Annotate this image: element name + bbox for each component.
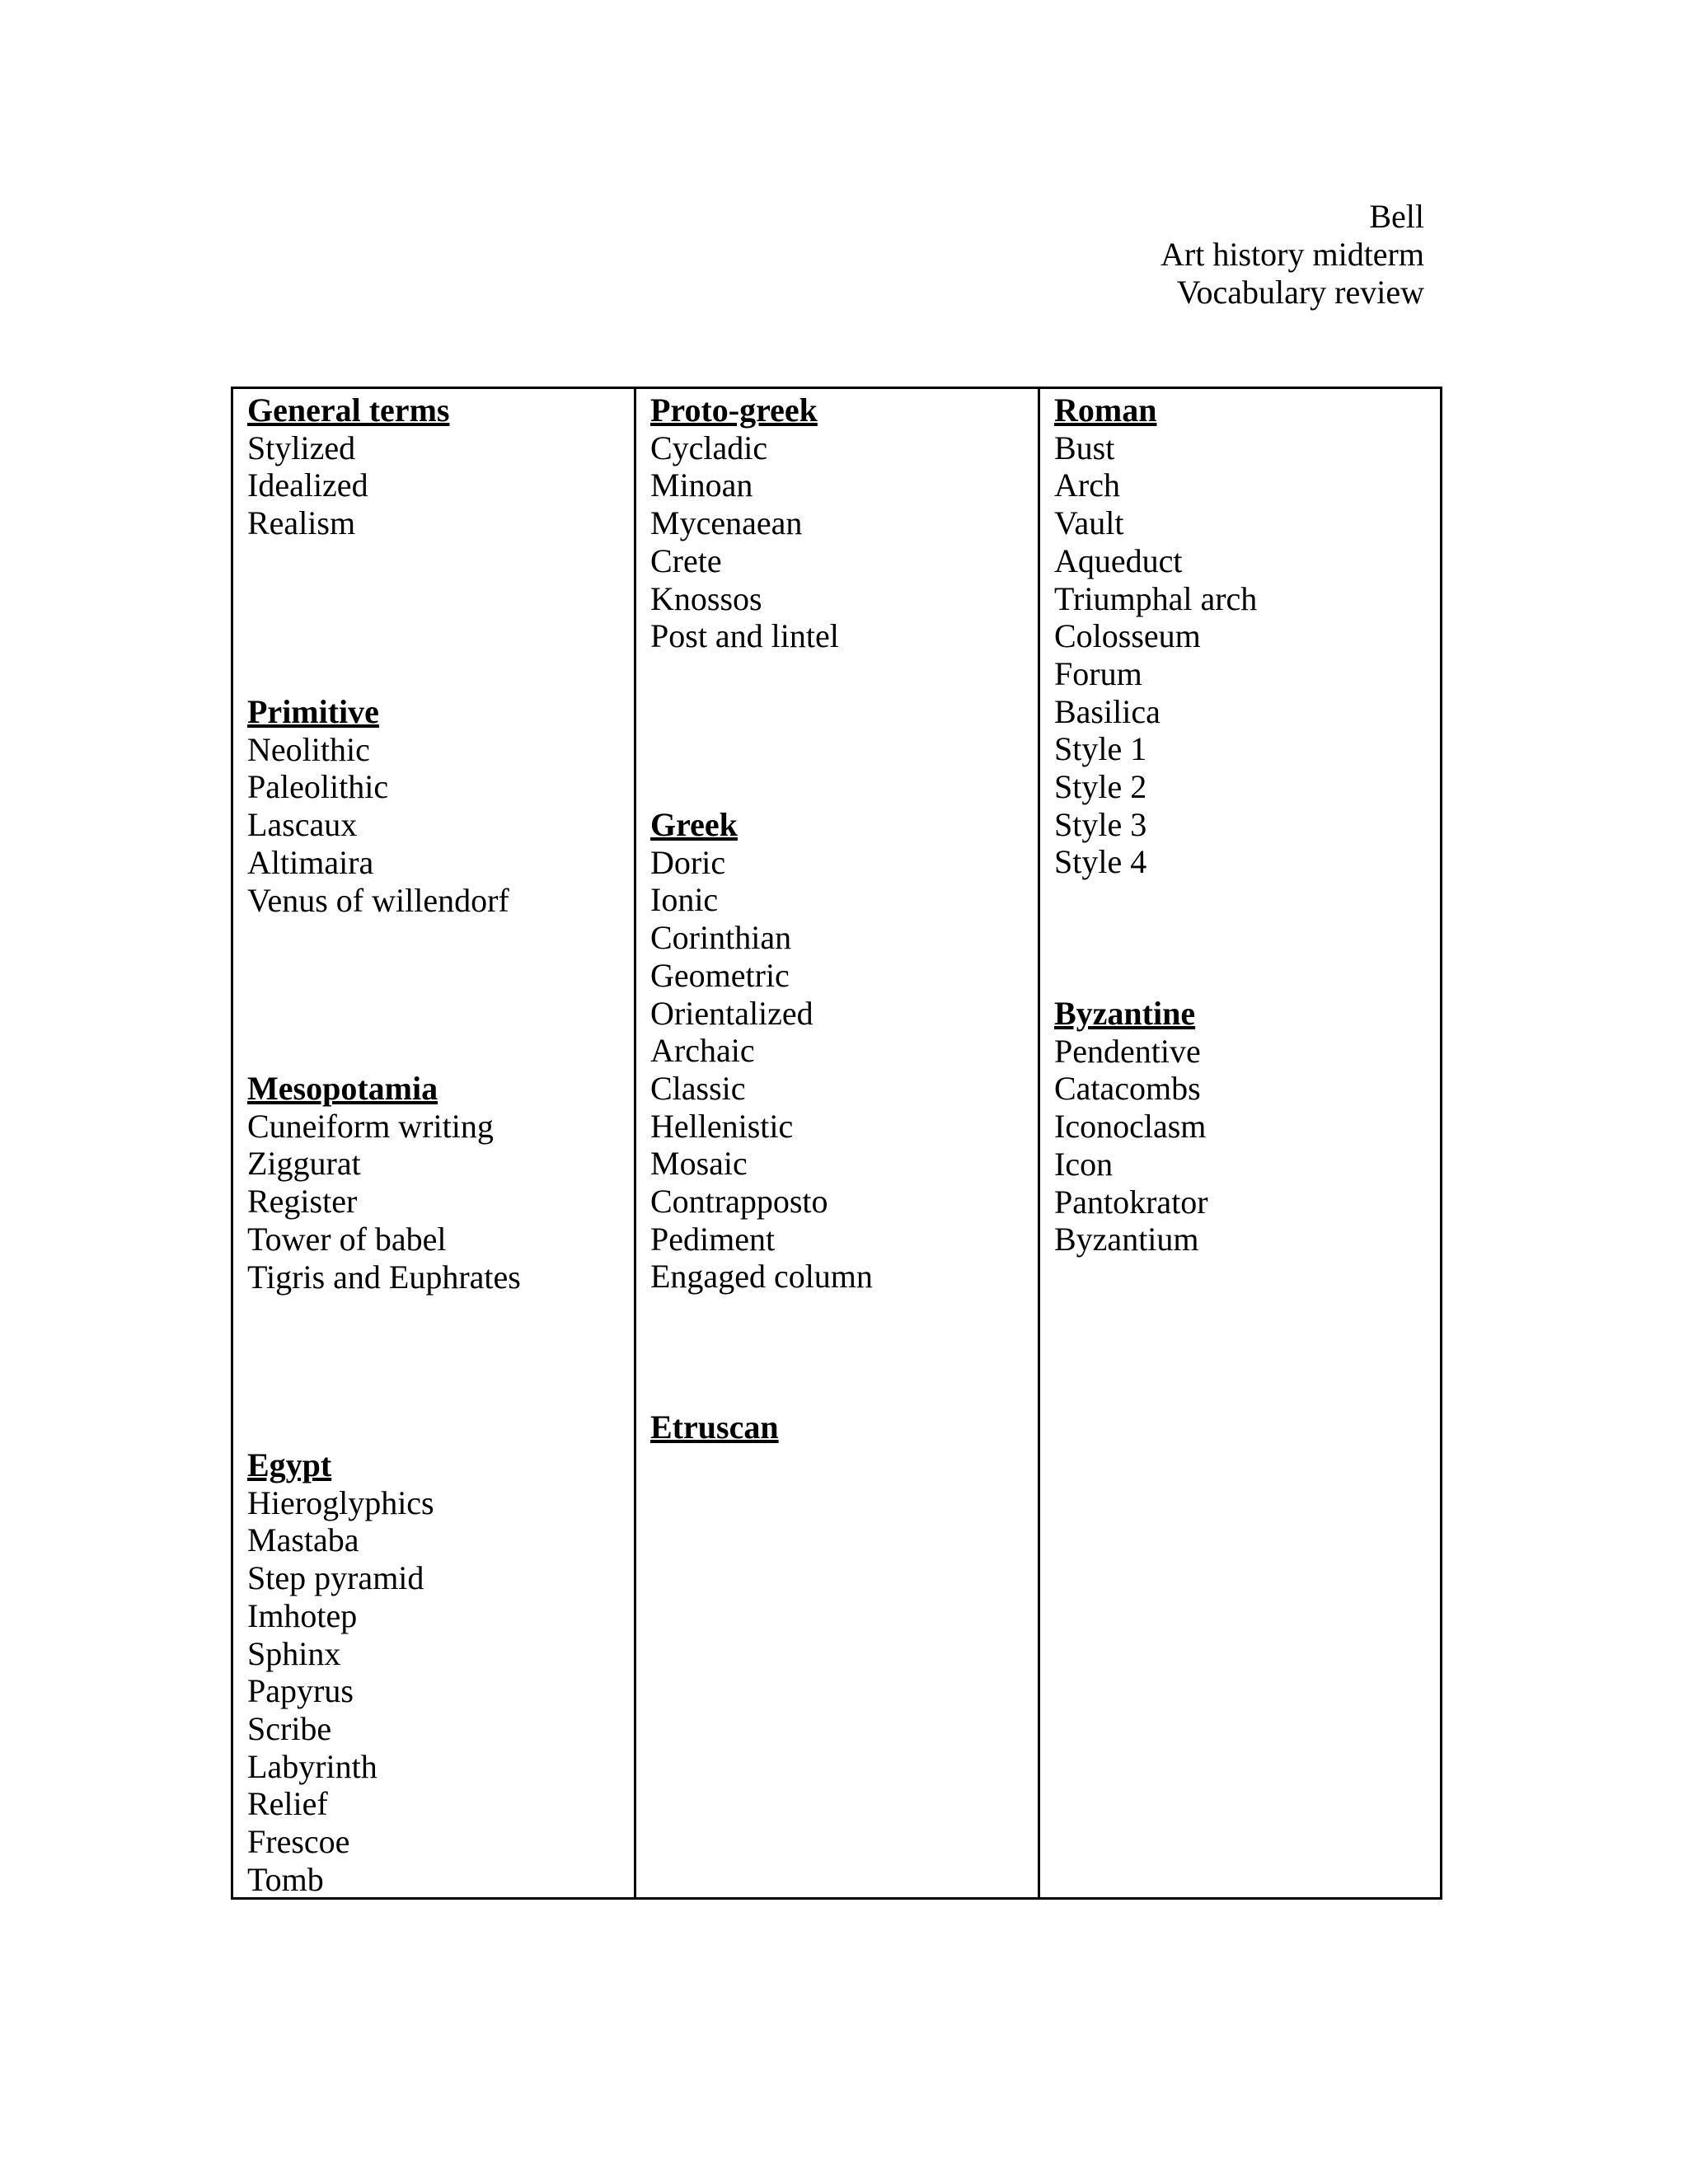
vocab-term: Pendentive — [1054, 1032, 1201, 1070]
section-mesopotamia — [247, 1070, 521, 1296]
vocab-term: Crete — [650, 541, 722, 579]
vocab-term: Cycladic — [650, 429, 768, 466]
vocab-column-1 — [233, 389, 636, 1897]
vocab-term: Paleolithic — [247, 768, 389, 806]
section-egypt — [247, 1446, 434, 1898]
section-general-terms — [247, 391, 449, 542]
vocabulary-table — [231, 387, 1442, 1900]
vocab-term: Tigris and Euphrates — [247, 1258, 521, 1296]
course-name: Art history midterm — [1160, 236, 1424, 273]
section-title: Roman — [1054, 391, 1157, 429]
vocab-term: Vault — [1054, 504, 1124, 542]
vocab-term: Engaged column — [650, 1258, 873, 1296]
vocab-term: Stylized — [247, 429, 356, 466]
vocab-term: Mosaic — [650, 1145, 748, 1183]
vocab-term: Knossos — [650, 579, 762, 617]
vocab-term: Geometric — [650, 956, 790, 994]
vocab-term: Register — [247, 1183, 358, 1221]
vocab-term: Style 3 — [1054, 805, 1147, 843]
vocab-term: Mycenaean — [650, 504, 803, 542]
vocab-term: Contrapposto — [650, 1183, 828, 1221]
vocab-column-3 — [1040, 389, 1440, 1897]
vocab-term: Forum — [1054, 654, 1142, 692]
vocab-term: Style 4 — [1054, 843, 1147, 881]
vocab-term: Hieroglyphics — [247, 1483, 434, 1521]
vocab-term: Corinthian — [650, 919, 792, 957]
section-greek — [650, 806, 873, 1296]
vocab-term: Idealized — [247, 466, 368, 504]
vocab-term: Mastaba — [247, 1521, 359, 1559]
vocab-term: Bust — [1054, 429, 1115, 466]
section-title: Primitive — [247, 693, 379, 730]
author-name: Bell — [1369, 198, 1424, 235]
vocab-term: Arch — [1054, 466, 1120, 504]
vocab-term: Classic — [650, 1069, 746, 1107]
vocab-term: Papyrus — [247, 1672, 354, 1710]
vocab-term: Frescoe — [247, 1823, 350, 1861]
vocab-term: Pantokrator — [1054, 1183, 1208, 1221]
vocab-term: Ionic — [650, 881, 719, 919]
vocab-term: Scribe — [247, 1709, 332, 1747]
section-title: Byzantine — [1054, 995, 1196, 1032]
vocab-column-2 — [636, 389, 1040, 1897]
vocab-term: Style 2 — [1054, 768, 1147, 806]
vocab-term: Triumphal arch — [1054, 579, 1258, 617]
vocab-term: Step pyramid — [247, 1559, 424, 1597]
vocab-term: Catacombs — [1054, 1070, 1201, 1108]
vocab-term: Archaic — [650, 1032, 755, 1070]
vocab-term: Hellenistic — [650, 1107, 794, 1145]
vocab-term: Imhotep — [247, 1596, 358, 1634]
vocab-term: Colosseum — [1054, 617, 1201, 655]
vocab-term: Tower of babel — [247, 1220, 447, 1258]
section-title: Etruscan — [650, 1408, 779, 1446]
vocab-term: Venus of willendorf — [247, 881, 509, 919]
vocab-term: Orientalized — [650, 994, 814, 1032]
vocab-term: Style 1 — [1054, 730, 1147, 768]
vocab-term: Byzantium — [1054, 1221, 1199, 1258]
section-title: Proto-greek — [650, 391, 818, 429]
document-header — [1160, 198, 1424, 312]
vocab-term: Doric — [650, 843, 726, 881]
vocab-term: Neolithic — [247, 730, 370, 768]
section-title: Egypt — [247, 1446, 332, 1483]
section-roman — [1054, 391, 1257, 881]
section-title: Greek — [650, 806, 738, 843]
vocab-term: Aqueduct — [1054, 541, 1183, 579]
vocab-term: Pediment — [650, 1220, 776, 1258]
vocab-term: Iconoclasm — [1054, 1108, 1207, 1146]
vocab-term: Realism — [247, 504, 356, 542]
section-etruscan — [650, 1408, 779, 1446]
vocab-term: Sphinx — [247, 1634, 341, 1672]
section-title: Mesopotamia — [247, 1070, 438, 1107]
vocab-term: Altimaira — [247, 843, 374, 881]
vocab-term: Lascaux — [247, 806, 358, 844]
section-byzantine — [1054, 995, 1208, 1258]
vocab-term: Minoan — [650, 466, 753, 504]
vocab-term: Basilica — [1054, 692, 1160, 730]
vocab-term: Ziggurat — [247, 1145, 361, 1183]
vocab-term: Post and lintel — [650, 617, 839, 655]
vocab-term: Cuneiform writing — [247, 1107, 494, 1145]
vocab-term: Labyrinth — [247, 1747, 377, 1785]
document-title: Vocabulary review — [1176, 274, 1424, 311]
section-primitive — [247, 693, 509, 919]
section-proto-greek — [650, 391, 839, 655]
vocab-term: Relief — [247, 1785, 328, 1823]
section-title: General terms — [247, 391, 450, 429]
vocab-term: Icon — [1054, 1145, 1114, 1183]
vocab-term: Tomb — [247, 1860, 324, 1898]
